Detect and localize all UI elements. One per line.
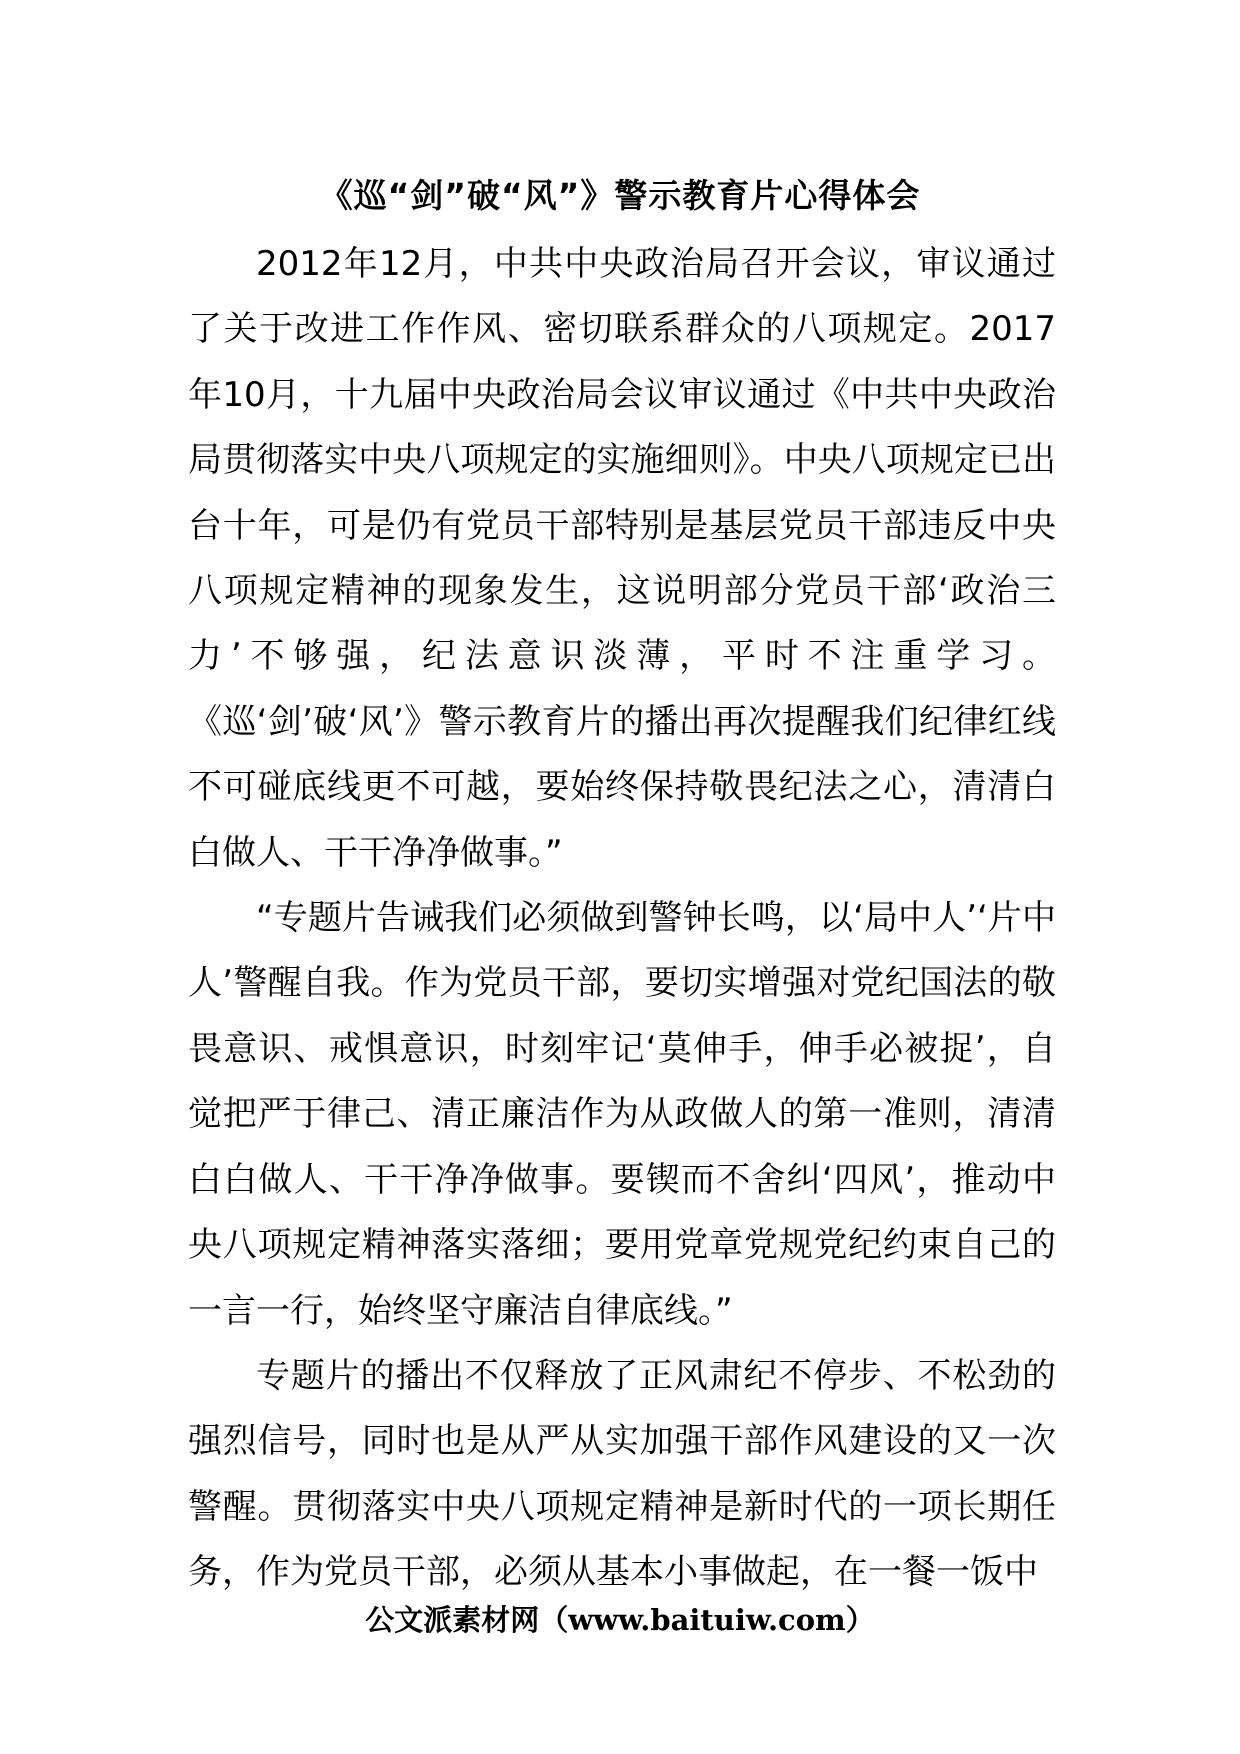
document-title: 《巡“剑”破“风”》警示教育片心得体会: [319, 176, 921, 215]
paragraph-1: 2012年12月，中共中央政治局召开会议，审议通过了关于改进工作作风、密切联系群众的八项规定。2017年10月，十九届中央政治局会议审议通过《中共中央政治局贯彻落实中央八项规定的实施细则》。中央八项规定已出台十年，可是仍有党员干部特别是基层党员干部违反中央八项规定精神的现象发生，这说明部分党员干部‘政治三力’不够强，纪法意识淡薄，平时不注重学习。《巡‘剑’破‘风’》警示教育片的播出再次提醒我们纪律红线不可碰底线更不可越，要始终保持敬畏纪法之心，清清白白做人、干干净净做事。”: [188, 244, 1056, 873]
footer-source: 公文派素材网（www.baituiw.com）: [365, 1603, 875, 1637]
paragraph-2: “专题片告诫我们必须做到警钟长鸣，以‘局中人’‘片中人’警醒自我。作为党员干部，要切实增强对党纪国法的敬畏意识、戒惧意识，时刻牢记‘莫伸手，伸手必被捉’，自觉把严于律己、清正廉洁作为从政做人的第一准则，清清白白做人、干干净净做事。要锲而不舍纠‘四风’，推动中央八项规定精神落实落细；要用党章党规党纪约束自己的一言一行，始终坚守廉洁自律底线。”: [188, 898, 1056, 1331]
paragraph-3: 专题片的播出不仅释放了正风肃纪不停步、不松劲的强烈信号，同时也是从严从实加强干部作风建设的又一次警醒。贯彻落实中央八项规定精神是新时代的一项长期任务，作为党员干部，必须从基本小事做起，在一餐一饭中: [188, 1355, 1056, 1593]
document-body: [188, 232, 1056, 1606]
